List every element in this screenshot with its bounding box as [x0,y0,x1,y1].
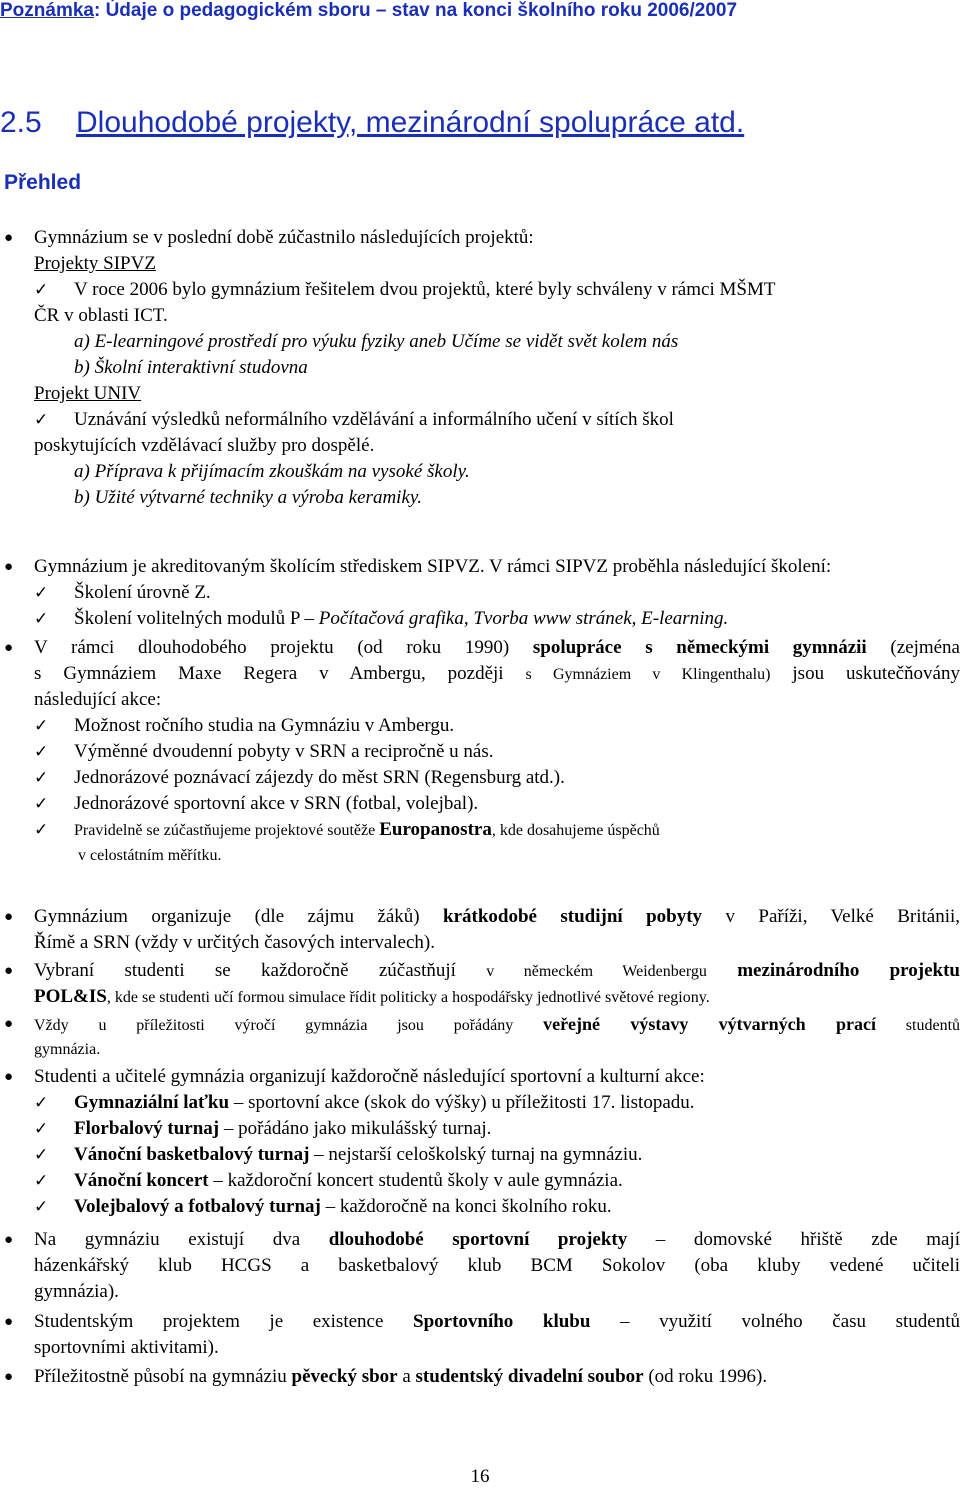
event-item: Volejbalový a fotbalový turnaj – každoročně na konci školního roku. [74,1196,612,1217]
section-title: Dlouhodobé projekty, mezinárodní spolupráce atd. [76,106,745,139]
univ-item-b: b) Užité výtvarné techniky a výroba keramiky. [74,487,423,508]
event-item: Vánoční basketbalový turnaj – nejstarší celoškolský turnaj na gymnáziu. [74,1144,643,1165]
polis-line-1: Vybraní studenti se každoročně zúčastňují v německém Weidenbergu mezinárodního projektu [34,960,960,981]
page-number: 16 [470,1466,490,1487]
bullet-icon: ● [4,1314,14,1330]
german-cooperation-block [0,635,960,869]
events-lead: Studenti a učitelé gymnázia organizují každoročně následující sportovní a kulturní akce: [34,1066,705,1087]
univ-check-2: poskytujících vzdělávací služby pro dospělé. [34,435,375,456]
german-item-2: Výměnné dvoudenní pobyty v SRN a recipročně u nás. [74,741,494,762]
german-line-2: s Gymnáziem Maxe Regera v Ambergu, později s Gymnáziem v Klingenthalu) jsou uskutečňovány [34,663,960,684]
sipvz-item-a: a) E-learningové prostředí pro výuku fyziky aneb Učíme se vidět svět kolem nás [74,331,679,352]
german-item-5-cont: v celostátním měřítku. [78,847,222,864]
document-note [0,0,737,22]
note-label: Poznámka [0,0,94,21]
german-line-1: V rámci dlouhodobého projektu (od roku 1990) spolupráce s německými gymnázii (zejména [34,637,960,658]
check-icon: ✓ [34,768,49,788]
check-icon: ✓ [34,820,49,840]
sipvz-center-block [0,554,960,632]
intro-block [0,225,960,511]
exhibitions-block [0,1011,960,1063]
choir-block [0,1364,960,1390]
sipvz-check-1: V roce 2006 bylo gymnázium řešitelem dvou projektů, které byly schváleny v rámci MŠMT [74,279,776,300]
check-icon: ✓ [34,742,49,762]
club-line-1: Studentským projektem je existence Sportovního klubu – využití volného času studentů [34,1311,960,1332]
sipvz-item-b: b) Školní interaktivní studovna [74,357,308,378]
training-2: Školení volitelných modulů P – Počítačová grafika, Tvorba www stránek, E-learning. [74,608,729,629]
club-line-2: sportovními aktivitami). [34,1337,219,1358]
univ-check-1: Uznávání výsledků neformálního vzdělávání a informálního učení v sítích škol [74,409,674,430]
german-line-3: následující akce: [34,689,162,710]
bullet-icon: ● [4,640,14,656]
univ-item-a: a) Příprava k přijímacím zkouškám na vysoké školy. [74,461,470,482]
german-item-4: Jednorázové sportovní akce v SRN (fotbal, volejbal). [74,793,479,814]
short-stays-line-2: Římě a SRN (vždy v určitých časových intervalech). [34,932,435,953]
sipvz-center-line: Gymnázium je akreditovaným školícím střediskem SIPVZ. V rámci SIPVZ proběhla následující školení: [34,556,832,577]
check-icon: ✓ [34,1119,49,1139]
bullet-icon: ● [4,559,14,575]
polis-line-2: POL&IS, kde se studenti učí formou simulace řídit politicky a hospodářsky jednotlivé světové regiony. [34,986,710,1007]
bullet-icon: ● [4,230,14,246]
events-block [0,1064,960,1220]
sports-line-1: Na gymnáziu existují dva dlouhodobé sportovní projekty – domovské hřiště zde mají [34,1229,960,1250]
check-icon: ✓ [34,1093,49,1113]
exhibitions-line-2: gymnázia. [34,1041,101,1058]
bullet-icon: ● [4,1016,14,1032]
sports-block [0,1227,960,1305]
choir-line: Příležitostně působí na gymnáziu pěvecký sbor a studentský divadelní soubor (od roku 1996). [34,1366,768,1387]
check-icon: ✓ [34,609,49,629]
bullet-icon: ● [4,1369,14,1385]
german-item-3: Jednorázové poznávací zájezdy do měst SRN (Regensburg atd.). [74,767,565,788]
check-icon: ✓ [34,583,49,603]
sports-line-3: gymnázia). [34,1281,119,1302]
univ-title: Projekt UNIV [34,383,142,404]
event-item: Florbalový turnaj – pořádáno jako mikulášský turnaj. [74,1118,492,1139]
check-icon: ✓ [34,1197,49,1217]
bullet-icon: ● [4,1232,14,1248]
check-icon: ✓ [34,1171,49,1191]
section-number: 2.5 [0,106,42,139]
event-item: Gymnaziální laťku – sportovní akce (skok do výšky) u příležitosti 17. listopadu. [74,1092,695,1113]
check-icon: ✓ [34,280,49,300]
exhibitions-line-1: Vždy u příležitosti výročí gymnázia jsou pořádány veřejné výstavy výtvarných prací studentů [34,1014,960,1034]
short-stays-line-1: Gymnázium organizuje (dle zájmu žáků) krátkodobé studijní pobyty v Paříži, Velké Británii, [34,906,960,927]
intro-lead: Gymnázium se v poslední době zúčastnilo následujících projektů: [34,227,534,248]
sports-line-2: házenkářský klub HCGS a basketbalový klub BCM Sokolov (oba kluby vedené učiteli [34,1255,960,1276]
bullet-icon: ● [4,963,14,979]
german-item-1: Možnost ročního studia na Gymnáziu v Ambergu. [74,715,455,736]
check-icon: ✓ [34,794,49,814]
polis-block [0,958,960,1010]
short-stays-block [0,904,960,956]
bullet-icon: ● [4,1069,14,1085]
bullet-icon: ● [4,909,14,925]
event-item: Vánoční koncert – každoroční koncert studentů školy v aule gymnázia. [74,1170,623,1191]
check-icon: ✓ [34,716,49,736]
check-icon: ✓ [34,410,49,430]
section-heading [0,106,744,140]
sipvz-check-2: ČR v oblasti ICT. [34,305,168,326]
sipvz-title: Projekty SIPVZ [34,253,156,274]
subheading: Přehled [4,171,82,194]
note-text: : Údaje o pedagogickém sboru – stav na konci školního roku 2006/2007 [93,0,738,21]
training-1: Školení úrovně Z. [74,582,211,603]
german-item-5: Pravidelně se zúčastňujeme projektové soutěže Europanostra, kde dosahujeme úspěchů [74,819,660,840]
check-icon: ✓ [34,1145,49,1165]
club-block [0,1309,960,1361]
